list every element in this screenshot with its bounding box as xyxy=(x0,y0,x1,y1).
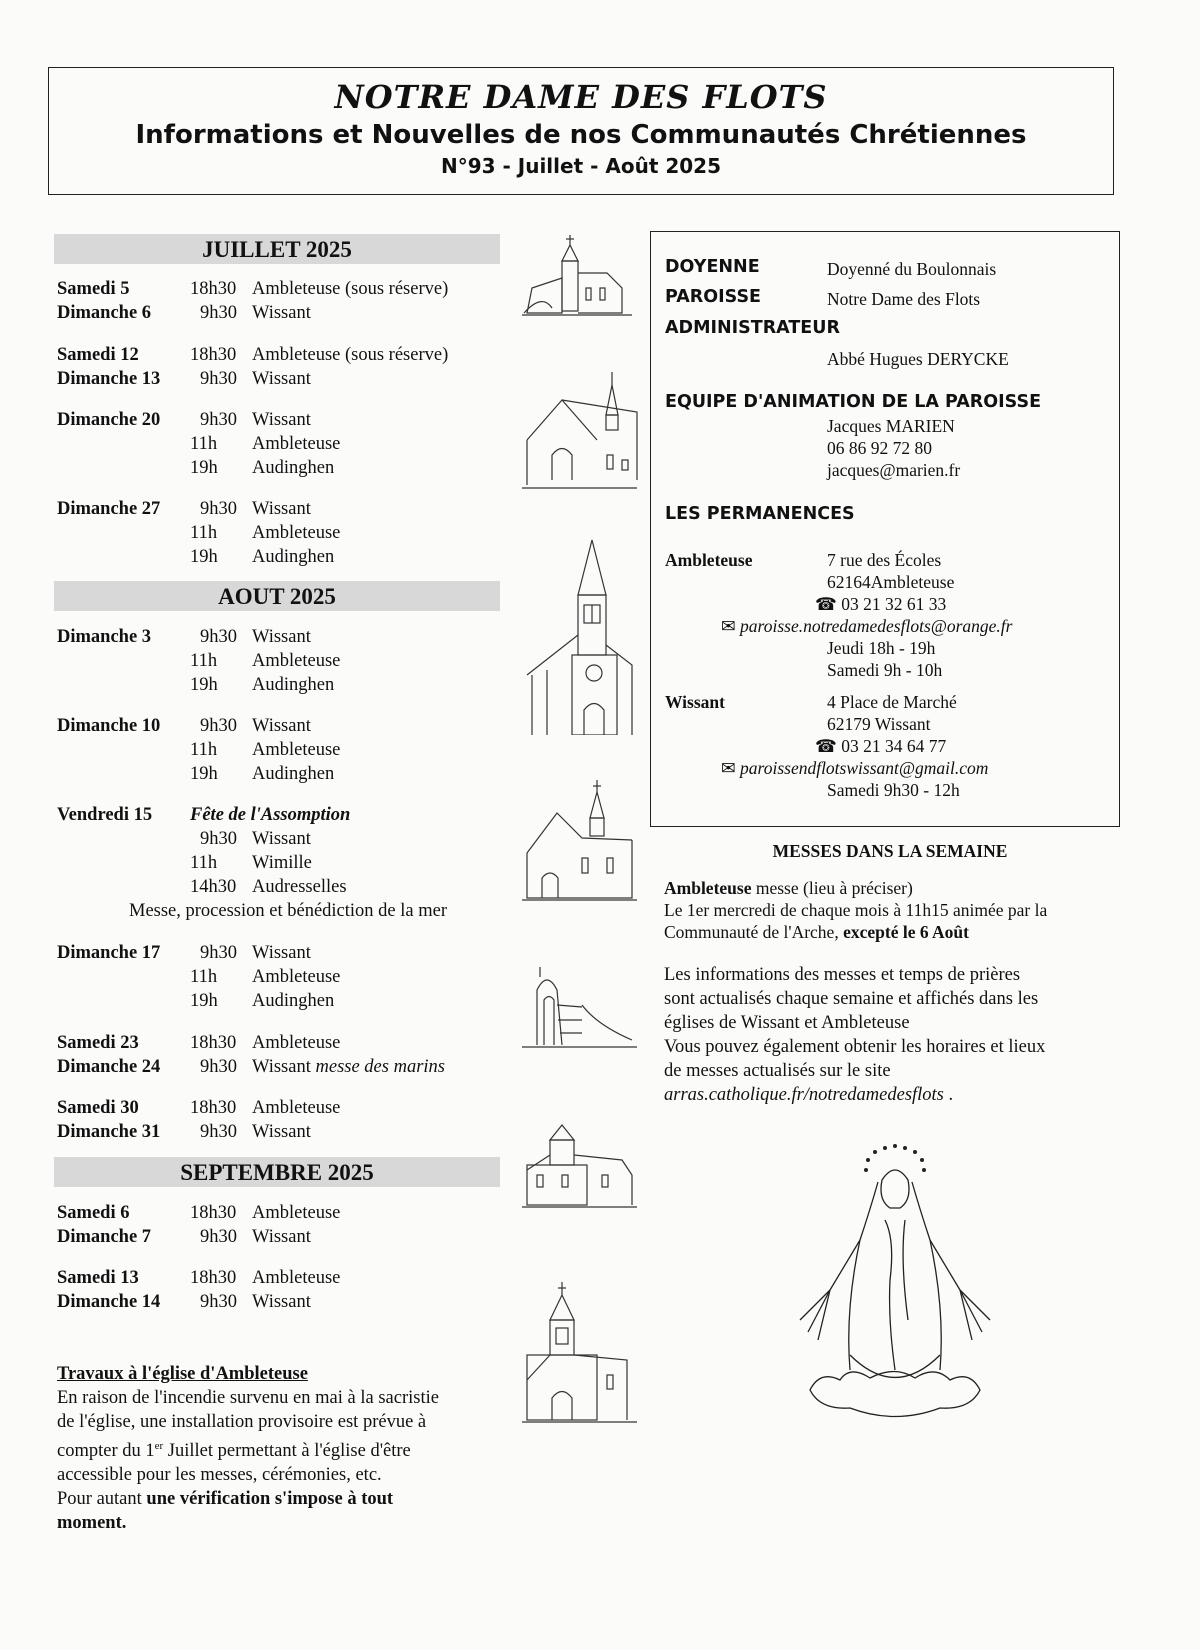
church-sketch-icon xyxy=(522,1280,642,1430)
schedule-row xyxy=(57,1055,507,1079)
administrateur-value: Abbé Hugues DERYCKE xyxy=(827,349,1009,369)
newsletter-header xyxy=(48,67,1114,195)
travaux-line: moment. xyxy=(57,1513,127,1534)
schedule-day: Samedi 23 xyxy=(57,1033,139,1053)
schedule-place: Audinghen xyxy=(252,991,335,1011)
church-sketch-icon xyxy=(522,535,642,735)
semaine-line: Vous pouvez également obtenir les horaires et lieux xyxy=(664,1037,1046,1057)
schedule-time: 11h xyxy=(190,853,218,873)
newsletter-title: NOTRE DAME DES FLOTS xyxy=(334,78,828,116)
schedule-day: Dimanche 10 xyxy=(57,716,161,736)
equipe-email[interactable]: jacques@marien.fr xyxy=(827,460,961,480)
schedule-row xyxy=(57,762,507,786)
schedule-time: 18h30 xyxy=(190,1203,237,1223)
schedule-time: 18h30 xyxy=(190,1098,237,1118)
semaine-line: sont actualisés chaque semaine et affichés dans les xyxy=(664,989,1039,1009)
ambleteuse-hours: Jeudi 18h - 19h xyxy=(827,638,936,658)
schedule-place: Wissant xyxy=(252,1292,311,1312)
schedule-time: 9h30 xyxy=(200,1292,237,1312)
paroisse-label: PAROISSE xyxy=(665,287,762,307)
ambleteuse-hours: Samedi 9h - 10h xyxy=(827,660,943,680)
schedule-row xyxy=(57,1096,507,1120)
schedule-time: 9h30 xyxy=(200,1057,237,1077)
schedule-row xyxy=(57,625,507,649)
mail-icon: ✉ xyxy=(721,616,736,636)
schedule-time: 9h30 xyxy=(200,1227,237,1247)
schedule-time: 19h xyxy=(190,991,218,1011)
schedule-place: Ambleteuse xyxy=(252,740,341,760)
travaux-line xyxy=(57,1434,507,1463)
schedule-place: Wissant xyxy=(252,943,311,963)
travaux-title: Travaux à l'église d'Ambleteuse xyxy=(57,1364,308,1384)
schedule-row xyxy=(57,301,507,325)
schedule-row xyxy=(57,432,507,456)
schedule-row xyxy=(57,367,507,391)
schedule-row xyxy=(57,1266,507,1290)
website-link[interactable]: arras.catholique.fr/notredamedesflots xyxy=(664,1085,944,1105)
ambleteuse-postcode: 62164Ambleteuse xyxy=(827,572,955,592)
semaine-text: . xyxy=(943,1085,954,1105)
doyenne-label: DOYENNE xyxy=(665,257,760,277)
ambleteuse-phone: 03 21 32 61 33 xyxy=(841,594,947,614)
schedule-row xyxy=(57,1290,507,1314)
travaux-text: Pour autant xyxy=(57,1489,147,1510)
schedule-time: 9h30 xyxy=(200,303,237,323)
schedule-time: 19h xyxy=(190,458,218,478)
ambleteuse-address: 7 rue des Écoles xyxy=(827,550,942,570)
feast-name: Fête de l'Assomption xyxy=(190,805,351,825)
schedule-place: Ambleteuse xyxy=(252,523,341,543)
wissant-email-row xyxy=(721,758,988,779)
travaux-text: compter du 1 xyxy=(57,1441,155,1462)
schedule-place: Ambleteuse (sous réserve) xyxy=(252,345,449,365)
schedule-row xyxy=(57,875,507,899)
schedule-place: Wissant xyxy=(252,716,311,736)
schedule-day: Dimanche 20 xyxy=(57,410,161,430)
travaux-line: En raison de l'incendie survenu en mai à la sacristie xyxy=(57,1388,439,1408)
travaux-line: accessible pour les messes, cérémonies, etc. xyxy=(57,1465,382,1486)
church-sketch-icon xyxy=(522,778,642,908)
church-sketch-icon xyxy=(522,233,642,323)
schedule-time: 9h30 xyxy=(200,943,237,963)
schedule-day: Samedi 5 xyxy=(57,279,130,299)
schedule-place: Wimille xyxy=(252,853,312,873)
semaine-title: MESSES DANS LA SEMAINE xyxy=(772,841,1008,861)
schedule-place: Wissant xyxy=(252,829,311,849)
schedule-row xyxy=(57,941,507,965)
schedule-time: 9h30 xyxy=(200,369,237,389)
mass-note: messe des marins xyxy=(315,1057,445,1077)
schedule-day: Samedi 12 xyxy=(57,345,139,365)
wissant-phone: 03 21 34 64 77 xyxy=(841,736,947,756)
schedule-time: 11h xyxy=(190,651,218,671)
schedule-place: Ambleteuse xyxy=(252,434,341,454)
schedule-day: Dimanche 24 xyxy=(57,1057,161,1077)
ambleteuse-label: Ambleteuse xyxy=(665,550,753,570)
mail-icon: ✉ xyxy=(721,758,736,778)
semaine-line: de messes actualisés sur le site xyxy=(664,1061,891,1081)
schedule-time: 9h30 xyxy=(200,499,237,519)
schedule-row xyxy=(57,738,507,762)
schedule-day: Dimanche 27 xyxy=(57,499,161,519)
schedule-place: Ambleteuse xyxy=(252,1268,341,1288)
schedule-time: 18h30 xyxy=(190,1268,237,1288)
schedule-day: Samedi 6 xyxy=(57,1203,130,1223)
travaux-bold: une vérification s'impose à tout xyxy=(146,1489,394,1510)
doyenne-value: Doyenné du Boulonnais xyxy=(827,259,997,279)
wissant-label: Wissant xyxy=(665,692,725,712)
permanences-label: LES PERMANENCES xyxy=(665,504,855,524)
ambleteuse-email[interactable]: paroisse.notredamedesflots@orange.fr xyxy=(740,616,1013,636)
semaine-line: Le 1er mercredi de chaque mois à 11h15 animée par la xyxy=(664,900,1048,920)
travaux-text: Juillet permettant à l'église d'être xyxy=(163,1441,411,1462)
schedule-time: 19h xyxy=(190,764,218,784)
ambleteuse-phone-row xyxy=(815,594,946,615)
schedule-time: 18h30 xyxy=(190,279,237,299)
schedule-day: Vendredi 15 xyxy=(57,805,153,825)
schedule-time: 19h xyxy=(190,675,218,695)
schedule-place: Audinghen xyxy=(252,764,335,784)
wissant-email[interactable]: paroissendflotswissant@gmail.com xyxy=(740,758,989,778)
month-heading-septembre: SEPTEMBRE 2025 xyxy=(54,1157,500,1187)
schedule-row xyxy=(57,497,507,521)
paroisse-value: Notre Dame des Flots xyxy=(827,289,981,309)
semaine-line: Les informations des messes et temps de prières xyxy=(664,965,1021,985)
schedule-time: 9h30 xyxy=(200,716,237,736)
semaine-text: Communauté de l'Arche, xyxy=(664,922,844,942)
month-heading-aout: AOUT 2025 xyxy=(54,581,500,611)
schedule-row xyxy=(57,521,507,545)
schedule-day: Dimanche 31 xyxy=(57,1122,161,1142)
administrateur-label: ADMINISTRATEUR xyxy=(665,318,840,338)
schedule-row xyxy=(57,277,507,301)
schedule-time: 19h xyxy=(190,547,218,567)
wissant-postcode: 62179 Wissant xyxy=(827,714,931,734)
schedule-time: 9h30 xyxy=(200,627,237,647)
schedule-time: 11h xyxy=(190,740,218,760)
schedule-place: Wissant xyxy=(252,1227,311,1247)
semaine-line xyxy=(664,1083,1134,1107)
schedule-row xyxy=(57,545,507,569)
schedule-row xyxy=(57,456,507,480)
schedule-row xyxy=(57,965,507,989)
schedule-time: 18h30 xyxy=(190,345,237,365)
church-sketch-icon xyxy=(522,965,642,1055)
month-heading-juillet: JUILLET 2025 xyxy=(54,234,500,264)
equipe-phone: 06 86 92 72 80 xyxy=(827,438,932,458)
schedule-day: Dimanche 14 xyxy=(57,1292,161,1312)
wissant-phone-row xyxy=(815,736,946,757)
semaine-info xyxy=(664,877,1124,943)
schedule-day: Dimanche 17 xyxy=(57,943,161,963)
semaine-line: églises de Wissant et Ambleteuse xyxy=(664,1013,910,1033)
schedule-row xyxy=(57,1031,507,1055)
schedule-time: 9h30 xyxy=(200,1122,237,1142)
schedule-place: Ambleteuse xyxy=(252,1098,341,1118)
parish-info-box xyxy=(650,231,1120,827)
schedule-row xyxy=(57,673,507,697)
schedule-day: Samedi 13 xyxy=(57,1268,139,1288)
schedule-time: 11h xyxy=(190,967,218,987)
schedule-row xyxy=(57,714,507,738)
schedule-row xyxy=(57,1201,507,1225)
schedule-place: Audinghen xyxy=(252,458,335,478)
semaine-line xyxy=(664,877,1124,899)
semaine-paragraph xyxy=(664,963,1134,1107)
procession-note: Messe, procession et bénédiction de la mer xyxy=(129,901,447,921)
schedule-day: Dimanche 13 xyxy=(57,369,161,389)
semaine-place: Ambleteuse xyxy=(664,878,752,898)
schedule-day: Samedi 30 xyxy=(57,1098,139,1118)
schedule-place: Wissant xyxy=(252,499,311,519)
schedule-row xyxy=(57,649,507,673)
semaine-text: messe (lieu à préciser) xyxy=(751,878,913,898)
schedule-row xyxy=(57,899,507,923)
schedule-place-name: Wissant xyxy=(252,1057,311,1077)
schedule-place: Ambleteuse xyxy=(252,651,341,671)
schedule-row xyxy=(57,1120,507,1144)
schedule-time: 9h30 xyxy=(200,410,237,430)
schedule-row xyxy=(57,827,507,851)
church-sketch-icon xyxy=(522,1120,642,1210)
church-sketch-icon xyxy=(522,370,642,495)
schedule-place: Wissant xyxy=(252,369,311,389)
travaux-line: de l'église, une installation provisoire est prévue à xyxy=(57,1412,427,1432)
semaine-line xyxy=(664,921,1124,943)
schedule-place xyxy=(252,1055,445,1079)
schedule-row xyxy=(57,989,507,1013)
schedule-time: 11h xyxy=(190,523,218,543)
schedule-place: Audresselles xyxy=(252,877,347,897)
schedule-row xyxy=(57,851,507,875)
equipe-name: Jacques MARIEN xyxy=(827,416,955,436)
schedule-row xyxy=(57,408,507,432)
issue-number: N°93 - Juillet - Août 2025 xyxy=(440,154,722,178)
schedule-day: Dimanche 6 xyxy=(57,303,152,323)
schedule-place: Ambleteuse xyxy=(252,1033,341,1053)
schedule-place: Wissant xyxy=(252,1122,311,1142)
schedule-place: Ambleteuse xyxy=(252,1203,341,1223)
schedule-place: Wissant xyxy=(252,410,311,430)
virgin-mary-icon xyxy=(790,1140,1000,1430)
travaux-section xyxy=(57,1362,507,1535)
travaux-line xyxy=(57,1487,507,1511)
equipe-label: EQUIPE D'ANIMATION DE LA PAROISSE xyxy=(665,392,1042,412)
newsletter-subtitle: Informations et Nouvelles de nos Communautés Chrétiennes xyxy=(135,120,1027,150)
schedule-place: Ambleteuse (sous réserve) xyxy=(252,279,449,299)
phone-icon: ☎ xyxy=(815,736,837,756)
schedule-place: Wissant xyxy=(252,303,311,323)
schedule-place: Audinghen xyxy=(252,547,335,567)
phone-icon: ☎ xyxy=(815,594,837,614)
schedule-day: Dimanche 3 xyxy=(57,627,152,647)
semaine-exception: excepté le 6 Août xyxy=(843,922,969,942)
wissant-hours: Samedi 9h30 - 12h xyxy=(827,780,960,800)
schedule-place: Audinghen xyxy=(252,675,335,695)
travaux-sup: er xyxy=(154,1440,164,1452)
schedule-time: 14h30 xyxy=(190,877,237,897)
schedule-time: 11h xyxy=(190,434,218,454)
schedule-time: 9h30 xyxy=(200,829,237,849)
schedule-day: Dimanche 7 xyxy=(57,1227,152,1247)
ambleteuse-email-row xyxy=(721,616,1012,637)
schedule-time: 18h30 xyxy=(190,1033,237,1053)
schedule-place: Ambleteuse xyxy=(252,967,341,987)
schedule-row xyxy=(57,1225,507,1249)
schedule-row xyxy=(57,343,507,367)
wissant-address: 4 Place de Marché xyxy=(827,692,957,712)
schedule-place: Wissant xyxy=(252,627,311,647)
schedule-row xyxy=(57,803,507,827)
